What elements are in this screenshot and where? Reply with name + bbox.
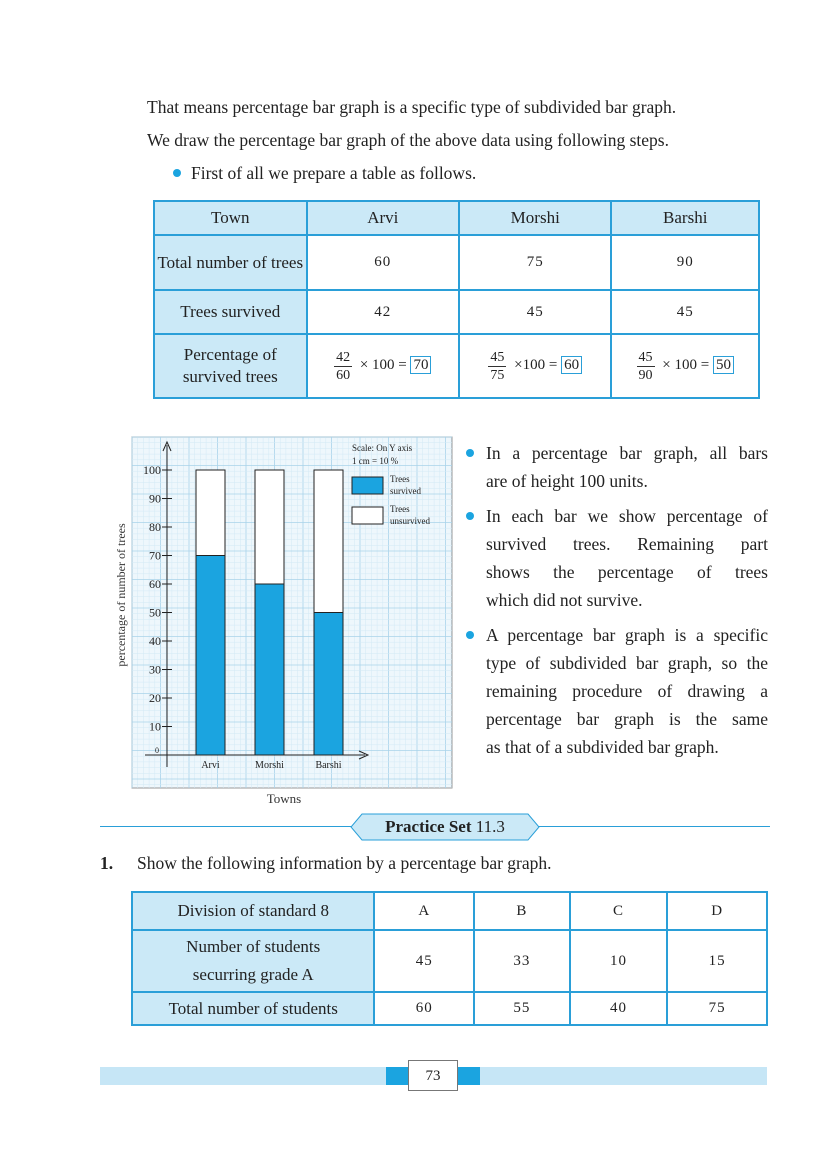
row-label: Total number of students [132,992,374,1025]
table-row [132,992,767,1025]
bullet-line: In each bar we show percentage of [486,506,768,526]
table-header-cell: Town [154,201,307,235]
right-bullet-1 [466,439,768,495]
table-row [132,930,767,992]
calc-result: 70 [410,356,431,374]
y-tick-label: 10 [149,719,161,734]
intro-bullet [173,162,476,184]
table-header-cell: A [374,892,474,930]
table-header-cell: Arvi [307,201,459,235]
bullet-line: are of height 100 units. [486,471,648,491]
bullet-icon [466,512,474,520]
calc-operator: × 100 = [359,357,407,374]
table-cell: 55 [474,992,570,1025]
page-number: 73 [408,1060,458,1091]
table-cell: 75 [667,992,767,1025]
table-row [154,290,759,334]
bullet-text [486,621,768,761]
calc-operator: × 100 = [662,357,710,374]
x-tick-label: Morshi [255,760,284,771]
practice-set-title [350,813,540,841]
y-tick-label: 70 [149,548,161,563]
table-row [154,201,759,235]
row-label: Number of students securring grade A [132,930,374,992]
table-cell: 45 [459,290,611,334]
y-tick-label: 30 [149,662,161,677]
bullet-line: A percentage bar graph is a specific [486,625,768,645]
table-header-cell: C [570,892,668,930]
y-tick-label: 90 [149,491,161,506]
fraction-denominator: 60 [336,367,351,383]
fraction-numerator: 45 [490,349,505,365]
intro-line-1: That means percentage bar graph is a specific type of subdivided bar graph. [147,97,677,117]
bullet-icon [173,169,181,177]
bullet-line: remaining procedure of drawing a [486,681,768,701]
fraction-numerator: 42 [336,349,351,365]
x-tick-label: Barshi [315,760,342,771]
bullet-line: shows the percentage of trees [486,562,768,582]
legend-swatch [352,477,383,494]
legend-label: unsurvived [390,516,430,526]
table-cell: 33 [474,930,570,992]
percent-calc-cell [459,334,611,398]
row-label: Trees survived [154,290,307,334]
calc-result: 50 [713,356,734,374]
table-header-cell: Barshi [611,201,759,235]
table-cell: 45 [611,290,759,334]
survival-table [153,200,760,399]
y-tick-label: 50 [149,605,161,620]
bullet-line: as that of a subdivided bar graph. [486,737,719,757]
table-row [132,892,767,930]
bullet-text [486,502,768,614]
right-bullet-3 [466,621,768,761]
y-axis-label: percentage of number of trees [114,523,128,667]
fraction-denominator: 75 [490,367,505,383]
legend-label: Trees [390,474,410,484]
y-tick-label: 40 [149,634,161,648]
practice-title-label: Practice Set [385,817,472,836]
x-tick-label: Arvi [201,760,220,771]
chart-svg [100,433,460,813]
bullet-icon [466,631,474,639]
y-tick-label: 20 [149,691,161,705]
legend-swatch [352,507,383,524]
fraction [637,349,655,384]
bullet-icon [466,449,474,457]
table-header-cell: Division of standard 8 [132,892,374,930]
bullet-text [486,439,768,495]
table-cell: 75 [459,235,611,290]
percent-calc-cell [611,334,759,398]
table-cell: 42 [307,290,459,334]
legend-label: Trees [390,504,410,514]
table-cell: 45 [374,930,474,992]
table-cell: 60 [307,235,459,290]
calc-result: 60 [561,356,582,374]
fraction [334,349,352,384]
percentage-bar-chart [100,433,460,813]
bar-unsurvived [314,470,343,613]
bullet-line: percentage bar graph is the same [486,709,768,729]
intro-bullet-text: First of all we prepare a table as follows. [191,163,477,183]
row-label: Percentage of survived trees [154,334,307,398]
table-cell: 40 [570,992,668,1025]
bar-unsurvived [255,470,284,584]
intro-line-2: We draw the percentage bar graph of the above data using following steps. [147,130,669,150]
bullet-line: In a percentage bar graph, all bars [486,443,768,463]
calc-operator: ×100 = [514,357,558,374]
bar-survived [255,584,284,755]
practice-title-number: 11.3 [475,817,505,836]
table-header-cell: Morshi [459,201,611,235]
fraction-numerator: 45 [638,349,653,365]
table-row [154,334,759,398]
y-tick-label: 100 [143,463,161,477]
bullet-line: survived trees. Remaining part [486,534,768,554]
table-header-cell: D [667,892,767,930]
bullet-line: type of subdivided bar graph, so the [486,653,768,673]
table-cell: 60 [374,992,474,1025]
row-label: Total number of trees [154,235,307,290]
table-row [154,235,759,290]
scale-text: 1 cm = 10 % [352,456,399,466]
fraction-denominator: 90 [638,367,653,383]
scale-text: Scale: On Y axis [352,443,413,453]
table-cell: 15 [667,930,767,992]
table-header-cell: B [474,892,570,930]
percent-calc-cell [307,334,459,398]
right-bullet-2 [466,502,768,614]
bar-survived [314,613,343,756]
grade-table [131,891,768,1026]
bar-survived [196,556,225,756]
question-text: Show the following information by a percentage bar graph. [137,853,552,873]
x-axis-label: Towns [266,791,302,806]
legend-label: survived [390,486,421,496]
question-number: 1. [100,853,114,873]
bar-unsurvived [196,470,225,556]
table-cell: 10 [570,930,668,992]
y-tick-label: 0 [155,746,159,755]
y-tick-label: 80 [149,520,161,534]
fraction [488,349,506,384]
table-cell: 90 [611,235,759,290]
bullet-line: which did not survive. [486,590,643,610]
y-tick-label: 60 [149,577,161,591]
